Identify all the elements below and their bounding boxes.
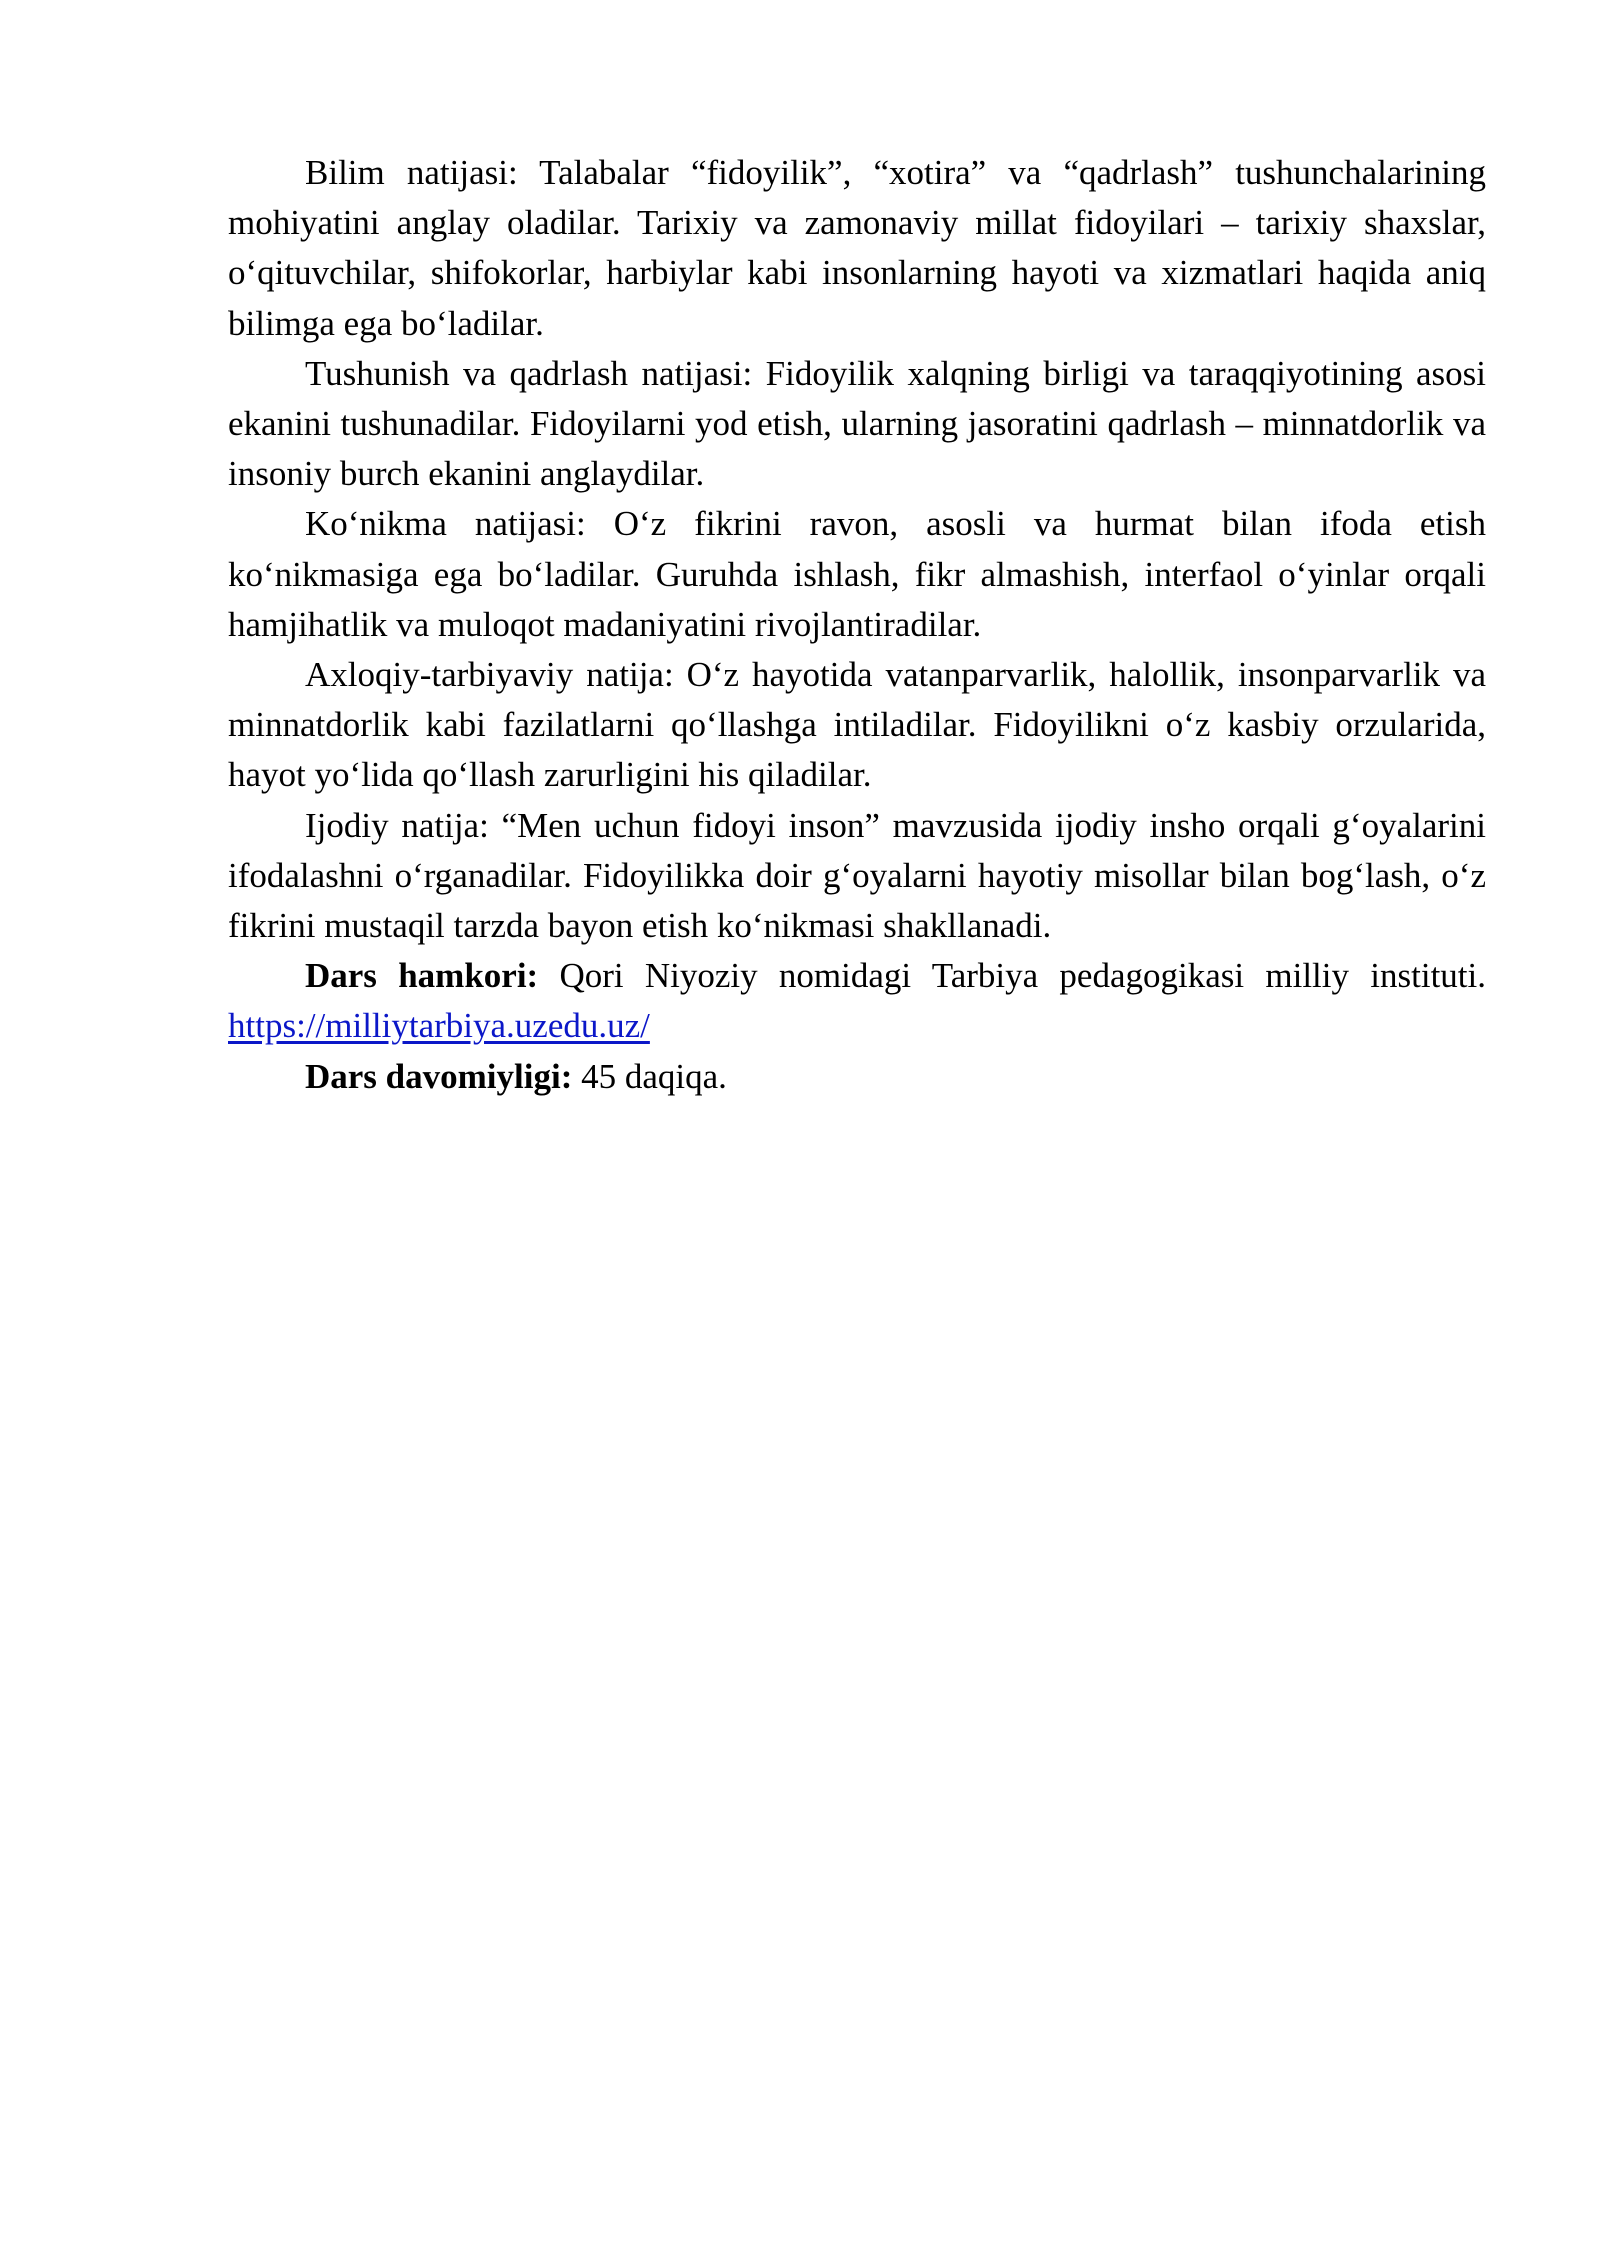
dars-hamkori-text: Qori Niyoziy nomidagi Tarbiya pedagogikasi milliy instituti.	[538, 956, 1486, 996]
dars-davomiyligi-text: 45 daqiqa.	[572, 1056, 727, 1096]
dars-hamkori-label: Dars hamkori:	[305, 956, 539, 996]
paragraph-tushunish-natijasi: Tushunish va qadrlash natijasi: Fidoyilik xalqning birligi va taraqqiyotining asosi ekanini tushunadilar. Fidoyilarni yod etish, ularning jasoratini qadrlash – minnatdorlik va insoniy burch ekanini anglaydilar.	[228, 353, 1486, 494]
paragraph-dars-hamkori	[228, 951, 1486, 1051]
paragraph-dars-davomiyligi	[228, 1052, 1486, 1102]
paragraph-konikma-natijasi: Ko‘nikma natijasi: O‘z fikrini ravon, asosli va hurmat bilan ifoda etish ko‘nikmasiga ega bo‘ladilar. Guruhda ishlash, fikr almashish, interfaol o‘yinlar orqali hamjihatlik va muloqot madaniyatini rivojlantiradilar.	[228, 504, 1486, 644]
partner-website-link[interactable]: https://milliytarbiya.uzedu.uz/	[228, 1006, 650, 1046]
paragraph-axloqiy-natija: Axloqiy-tarbiyaviy natija: O‘z hayotida vatanparvarlik, halollik, insonparvarlik va minnatdorlik kabi fazilatlarni qo‘llashga intiladilar. Fidoyilikni o‘z kasbiy orzularida, hayot yo‘lida qo‘llash zarurligini his qiladilar.	[228, 655, 1486, 795]
dars-davomiyligi-label: Dars davomiyligi:	[305, 1056, 573, 1096]
document-page	[228, 148, 1486, 1102]
paragraph-ijodiy-natija: Ijodiy natija: “Men uchun fidoyi inson” mavzusida ijodiy insho orqali g‘oyalarini ifodalashni o‘rganadilar. Fidoyilikka doir g‘oyalarni hayotiy misollar bilan bog‘lash, o‘z fikrini mustaqil tarzda bayon etish ko‘nikmasi shakllanadi.	[228, 805, 1486, 946]
paragraph-bilim-natijasi: Bilim natijasi: Talabalar “fidoyilik”, “xotira” va “qadrlash” tushunchalarining mohiyatini anglay oladilar. Tarixiy va zamonaviy millat fidoyilari – tarixiy shaxslar, o‘qituvchilar, shifokorlar, harbiylar kabi insonlarning hayoti va xizmatlari haqida aniq bilimga ega bo‘ladilar.	[228, 153, 1486, 343]
